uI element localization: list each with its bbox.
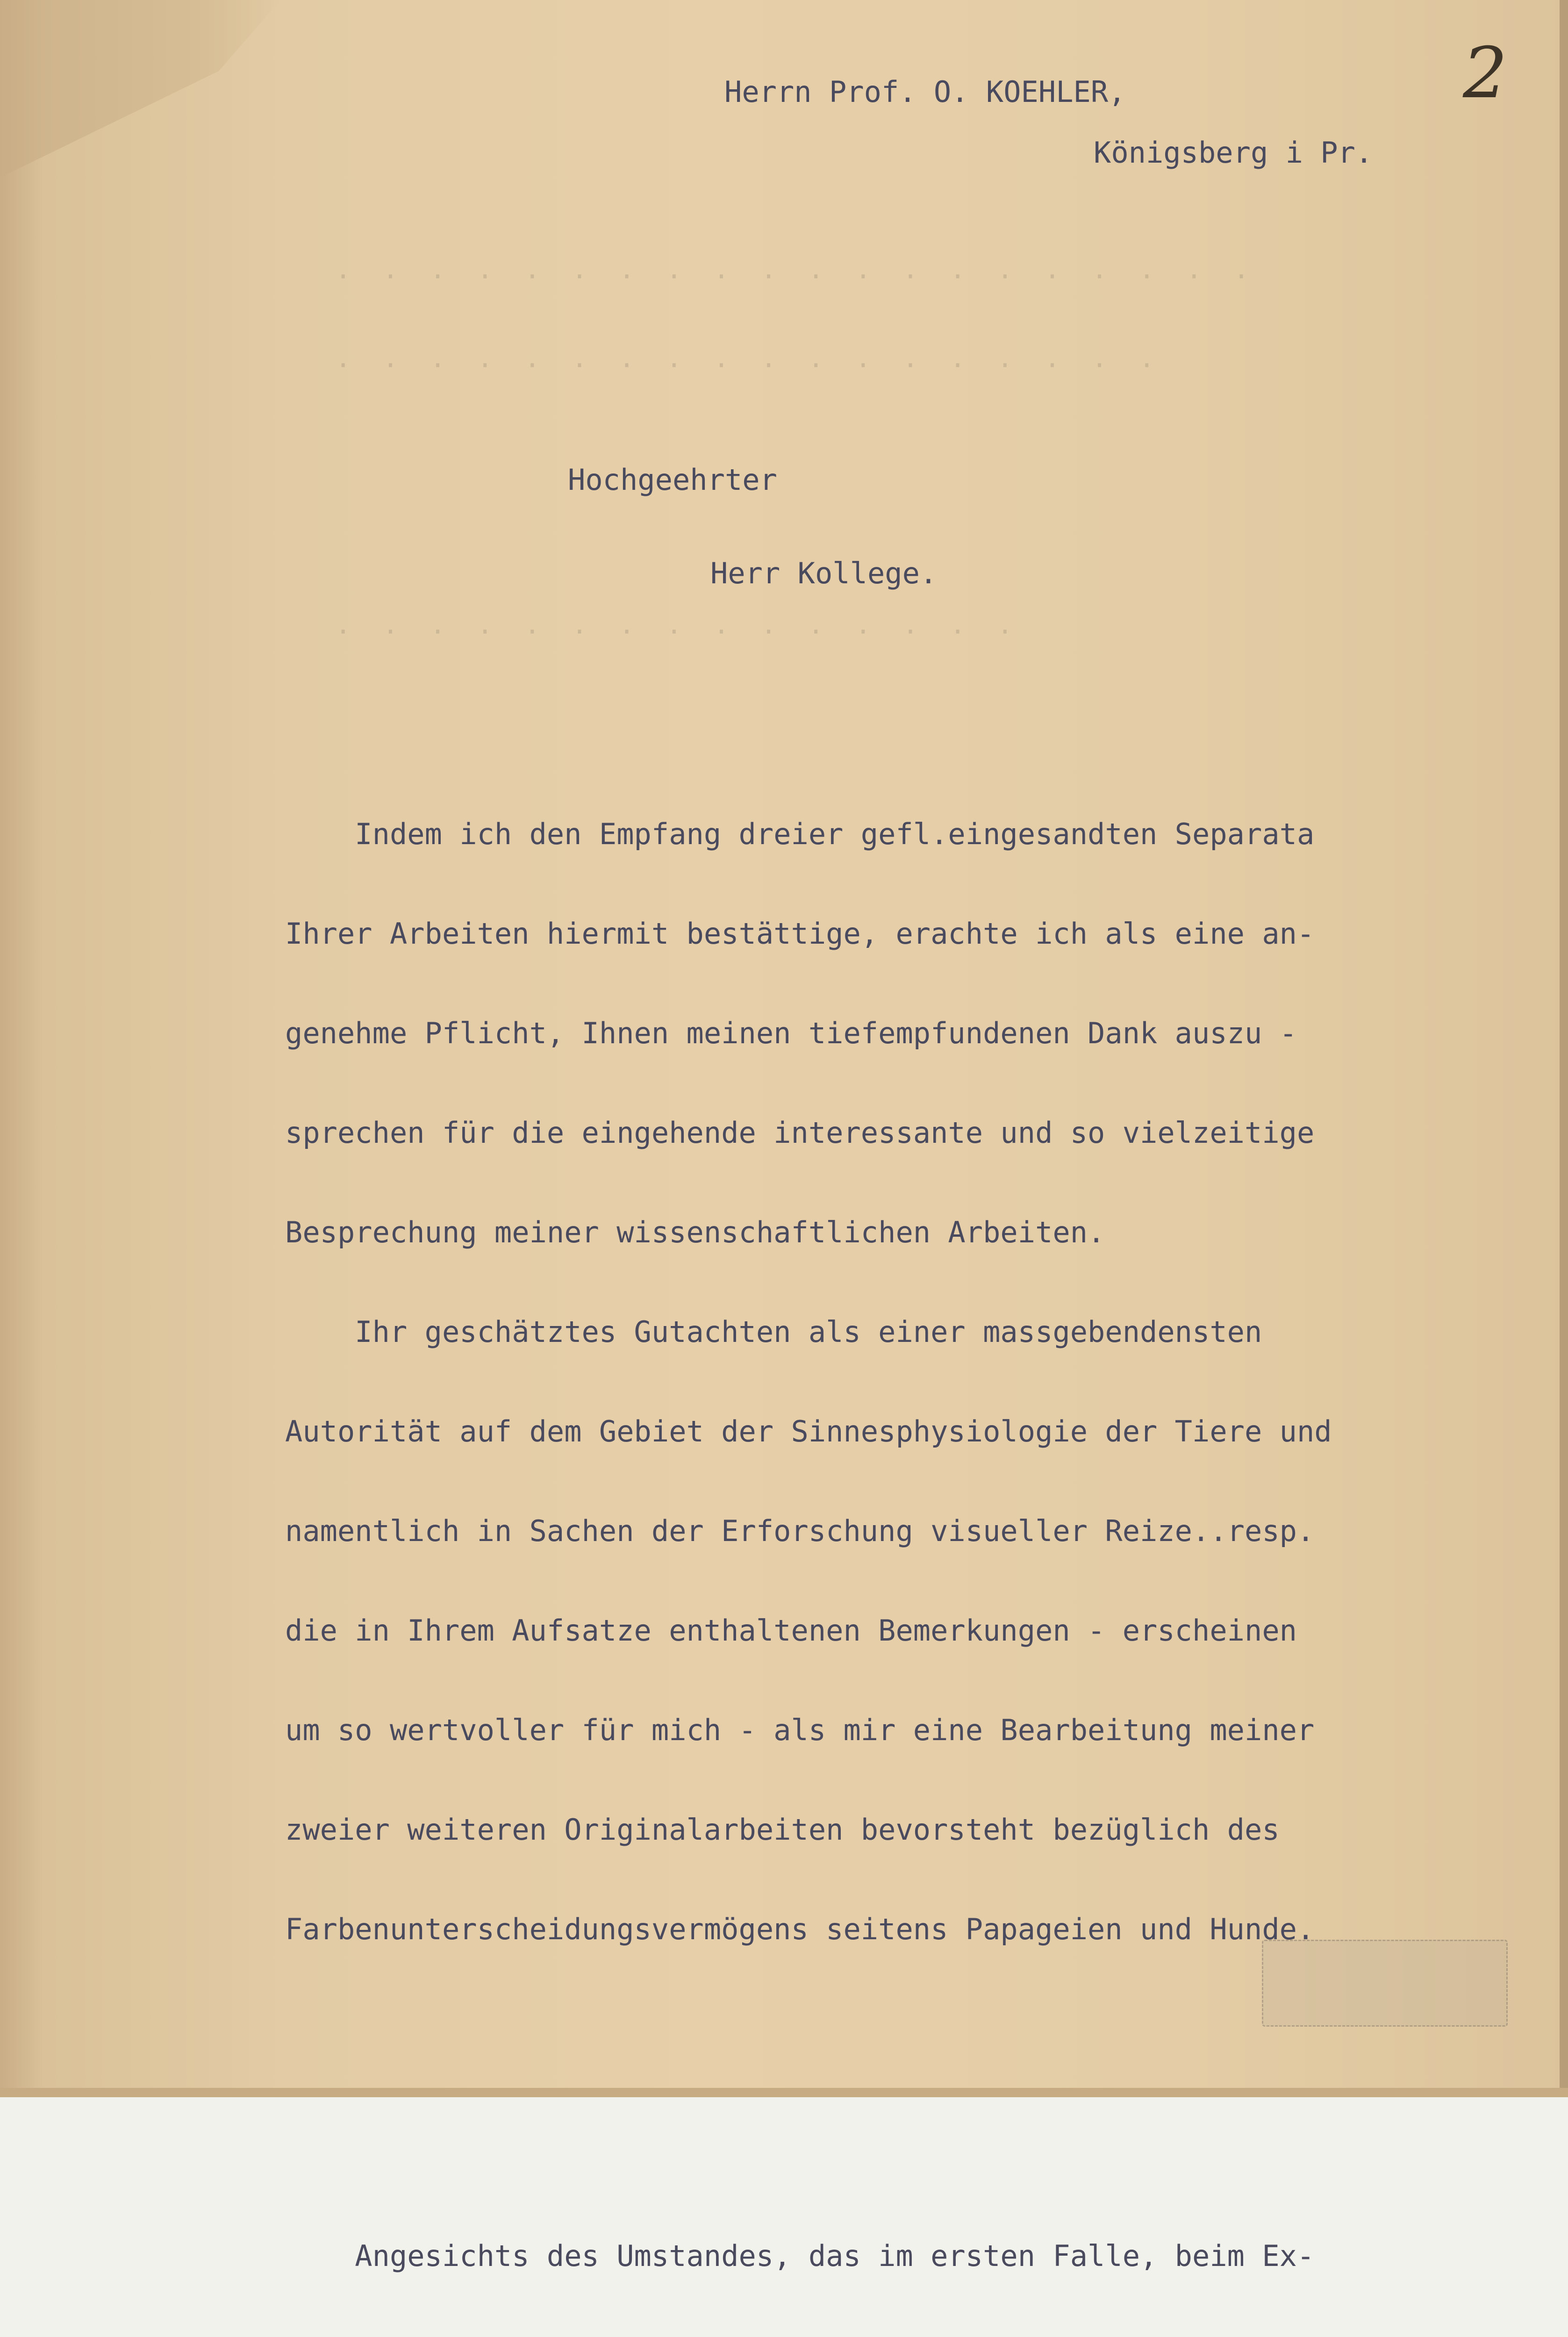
text-line: die in Ihrem Aufsatze enthaltenen Bemerkungen - erscheinen — [285, 1613, 1297, 1648]
bleed-through-text: · · · · · · · · · · · · · · · · · · — [304, 351, 1155, 381]
text-line: Ihrer Arbeiten hiermit bestättige, erachte ich als eine an- — [285, 917, 1315, 951]
paper-fold-shadow — [0, 0, 42, 2097]
bleed-through-text: · · · · · · · · · · · · · · · — [304, 617, 1013, 647]
archive-stamp — [1262, 1940, 1508, 2027]
text-line: sprechen für die eingehende interessante und so vielzeitige — [285, 1116, 1315, 1150]
text-line: Besprechung meiner wissenschaftlichen Arbeiten. — [285, 1215, 1105, 1249]
text-line: Ihr geschätztes Gutachten als einer massgebendensten — [285, 1315, 1262, 1349]
paragraph-1 — [285, 751, 1367, 2012]
text-line: zweier weiteren Originalarbeiten bevorsteht bezüglich des — [285, 1813, 1280, 1847]
handwritten-page-number: 2 — [1463, 33, 1508, 114]
text-line: genehme Pflicht, Ihnen meinen tiefempfundenen Dank auszu - — [285, 1016, 1297, 1050]
salutation-line-2: Herr Kollege. — [710, 556, 938, 590]
bleed-through-text: · · · · · · · · · · · · · · · · · · · · — [304, 262, 1249, 292]
torn-paper-edge — [0, 0, 280, 178]
recipient-name: Herrn Prof. O. KOEHLER, — [724, 75, 1126, 109]
text-line: namentlich in Sachen der Erforschung visueller Reize..resp. — [285, 1514, 1315, 1548]
letter-body — [285, 685, 1367, 2337]
text-line: Angesichts des Umstandes, das im ersten Falle, beim Ex- — [285, 2239, 1315, 2273]
text-line: Autorität auf dem Gebiet der Sinnesphysiologie der Tiere und — [285, 1414, 1332, 1448]
text-line: Indem ich den Empfang dreier gefl.eingesandten Separata — [285, 817, 1315, 851]
salutation-line-1: Hochgeehrter — [568, 463, 777, 497]
recipient-city: Königsberg i Pr. — [1094, 136, 1373, 170]
text-line: Farbenunterscheidungsvermögens seitens Papageien und Hunde. — [285, 1912, 1315, 1946]
paragraph-2 — [285, 2173, 1367, 2337]
paragraph-gap — [285, 2079, 1367, 2107]
paper-right-edge — [1560, 0, 1568, 2097]
text-line: um so wertvoller für mich - als mir eine Bearbeitung meiner — [285, 1713, 1315, 1747]
